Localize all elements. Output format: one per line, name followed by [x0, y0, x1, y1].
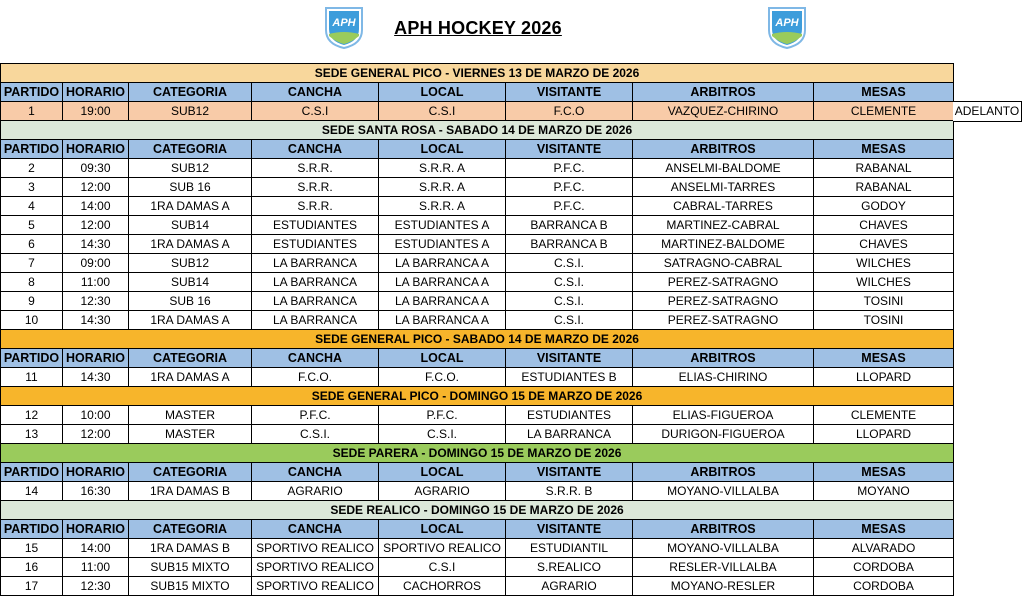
cell-mesas: CHAVES	[814, 235, 954, 254]
cell-arbitros: SATRAGNO-CABRAL	[633, 254, 814, 273]
cell-cancha: F.C.O.	[252, 368, 379, 387]
cell-horario: 16:30	[63, 482, 129, 501]
cell-visitante: LA BARRANCA	[506, 425, 633, 444]
sede-title: SEDE GENERAL PICO - SABADO 14 DE MARZO DE 2026	[1, 330, 954, 349]
column-header-horario: HORARIO	[63, 83, 129, 102]
shield-logo-icon	[765, 4, 809, 50]
cell-arbitros: VAZQUEZ-CHIRINO	[633, 102, 814, 121]
column-header-categoria: CATEGORIA	[129, 349, 252, 368]
table-row	[1, 368, 954, 387]
cell-arbitros: MARTINEZ-CABRAL	[633, 216, 814, 235]
cell-partido: 3	[1, 178, 63, 197]
cell-visitante: BARRANCA B	[506, 235, 633, 254]
cell-cancha: LA BARRANCA	[252, 254, 379, 273]
cell-categoria: MASTER	[129, 425, 252, 444]
cell-visitante: AGRARIO	[506, 577, 633, 596]
cell-horario: 10:00	[63, 406, 129, 425]
cell-local: LA BARRANCA A	[379, 273, 506, 292]
table-row	[1, 235, 954, 254]
cell-categoria: SUB 16	[129, 178, 252, 197]
cell-visitante: P.F.C.	[506, 159, 633, 178]
cell-local: S.R.R. A	[379, 178, 506, 197]
column-header-row	[1, 83, 954, 102]
column-header-horario: HORARIO	[63, 463, 129, 482]
column-header-cancha: CANCHA	[252, 140, 379, 159]
cell-local: SPORTIVO REALICO	[379, 539, 506, 558]
cell-categoria: MASTER	[129, 406, 252, 425]
cell-visitante: BARRANCA B	[506, 216, 633, 235]
table-row	[1, 311, 954, 330]
cell-categoria: 1RA DAMAS A	[129, 311, 252, 330]
column-header-local: LOCAL	[379, 520, 506, 539]
cell-horario: 14:00	[63, 539, 129, 558]
cell-visitante: S.R.R. B	[506, 482, 633, 501]
column-header-cancha: CANCHA	[252, 349, 379, 368]
cell-categoria: SUB12	[129, 254, 252, 273]
cell-cancha: SPORTIVO REALICO	[252, 577, 379, 596]
column-header-row	[1, 349, 954, 368]
cell-cancha: ESTUDIANTES	[252, 216, 379, 235]
cell-visitante: S.REALICO	[506, 558, 633, 577]
column-header-arbitros: ARBITROS	[633, 349, 814, 368]
column-header-categoria: CATEGORIA	[129, 520, 252, 539]
table-row	[1, 292, 954, 311]
cell-local: LA BARRANCA A	[379, 292, 506, 311]
column-header-partido: PARTIDO	[1, 349, 63, 368]
schedule-table	[0, 63, 954, 596]
column-header-local: LOCAL	[379, 463, 506, 482]
column-header-cancha: CANCHA	[252, 83, 379, 102]
cell-partido: 16	[1, 558, 63, 577]
sede-row	[1, 121, 954, 140]
cell-mesas: TOSINI	[814, 311, 954, 330]
svg-text:APH: APH	[332, 17, 356, 29]
cell-partido: 1	[1, 102, 63, 121]
cell-horario: 14:30	[63, 368, 129, 387]
column-header-horario: HORARIO	[63, 520, 129, 539]
page-title: APH HOCKEY 2026	[394, 18, 562, 38]
cell-arbitros: MARTINEZ-BALDOME	[633, 235, 814, 254]
cell-categoria: 1RA DAMAS B	[129, 539, 252, 558]
cell-local: S.R.R. A	[379, 197, 506, 216]
cell-cancha: C.S.I	[252, 102, 379, 121]
cell-horario: 12:00	[63, 178, 129, 197]
sede-title: SEDE SANTA ROSA - SABADO 14 DE MARZO DE 2026	[1, 121, 954, 140]
cell-mesas: CORDOBA	[814, 577, 954, 596]
column-header-arbitros: ARBITROS	[633, 140, 814, 159]
sede-title: SEDE PARERA - DOMINGO 15 DE MARZO DE 2026	[1, 444, 954, 463]
cell-local: F.C.O.	[379, 368, 506, 387]
cell-mesas: ALVARADO	[814, 539, 954, 558]
cell-arbitros: PEREZ-SATRAGNO	[633, 292, 814, 311]
cell-partido: 14	[1, 482, 63, 501]
cell-cancha: LA BARRANCA	[252, 292, 379, 311]
cell-partido: 6	[1, 235, 63, 254]
cell-categoria: 1RA DAMAS A	[129, 197, 252, 216]
cell-horario: 19:00	[63, 102, 129, 121]
cell-partido: 7	[1, 254, 63, 273]
cell-horario: 11:00	[63, 273, 129, 292]
cell-mesas: CLEMENTE	[814, 102, 954, 121]
cell-mesas: TOSINI	[814, 292, 954, 311]
cell-horario: 09:30	[63, 159, 129, 178]
table-row	[1, 406, 954, 425]
sede-row	[1, 64, 954, 83]
cell-horario: 12:00	[63, 216, 129, 235]
table-row	[1, 216, 954, 235]
column-header-row	[1, 140, 954, 159]
cell-mesas: LLOPARD	[814, 425, 954, 444]
cell-arbitros: MOYANO-VILLALBA	[633, 539, 814, 558]
cell-horario: 14:00	[63, 197, 129, 216]
cell-visitante: C.S.I.	[506, 254, 633, 273]
cell-visitante: P.F.C.	[506, 178, 633, 197]
cell-partido: 8	[1, 273, 63, 292]
column-header-horario: HORARIO	[63, 140, 129, 159]
table-row	[1, 102, 954, 121]
column-header-partido: PARTIDO	[1, 140, 63, 159]
cell-horario: 12:00	[63, 425, 129, 444]
sede-title: SEDE GENERAL PICO - VIERNES 13 DE MARZO DE 2026	[1, 64, 954, 83]
sede-row	[1, 330, 954, 349]
cell-categoria: SUB12	[129, 159, 252, 178]
cell-visitante: P.F.C.	[506, 197, 633, 216]
cell-mesas: CHAVES	[814, 216, 954, 235]
cell-horario: 14:30	[63, 311, 129, 330]
cell-mesas: WILCHES	[814, 254, 954, 273]
cell-partido: 4	[1, 197, 63, 216]
sede-row	[1, 387, 954, 406]
cell-cancha: LA BARRANCA	[252, 311, 379, 330]
shield-logo-icon	[322, 4, 366, 50]
sede-title: SEDE GENERAL PICO - DOMINGO 15 DE MARZO DE 2026	[1, 387, 954, 406]
cell-local: C.S.I.	[379, 425, 506, 444]
column-header-categoria: CATEGORIA	[129, 83, 252, 102]
sede-row	[1, 444, 954, 463]
table-row	[1, 273, 954, 292]
column-header-categoria: CATEGORIA	[129, 463, 252, 482]
column-header-local: LOCAL	[379, 140, 506, 159]
cell-local: LA BARRANCA A	[379, 311, 506, 330]
column-header-cancha: CANCHA	[252, 463, 379, 482]
sede-title: SEDE REALICO - DOMINGO 15 DE MARZO DE 2026	[1, 501, 954, 520]
column-header-mesas: MESAS	[814, 463, 954, 482]
cell-horario: 14:30	[63, 235, 129, 254]
cell-cancha: S.R.R.	[252, 178, 379, 197]
sede-row	[1, 501, 954, 520]
cell-mesas: CORDOBA	[814, 558, 954, 577]
cell-arbitros: ELIAS-CHIRINO	[633, 368, 814, 387]
cell-partido: 2	[1, 159, 63, 178]
column-header-categoria: CATEGORIA	[129, 140, 252, 159]
cell-mesas: RABANAL	[814, 159, 954, 178]
cell-cancha: SPORTIVO REALICO	[252, 558, 379, 577]
cell-cancha: ESTUDIANTES	[252, 235, 379, 254]
table-row	[1, 197, 954, 216]
aph-logo-left	[322, 4, 366, 50]
cell-local: AGRARIO	[379, 482, 506, 501]
column-header-row	[1, 520, 954, 539]
cell-categoria: SUB14	[129, 216, 252, 235]
cell-categoria: SUB 16	[129, 292, 252, 311]
column-header-visitante: VISITANTE	[506, 520, 633, 539]
cell-local: C.S.I	[379, 102, 506, 121]
column-header-local: LOCAL	[379, 83, 506, 102]
column-header-mesas: MESAS	[814, 83, 954, 102]
column-header-local: LOCAL	[379, 349, 506, 368]
cell-visitante: C.S.I.	[506, 292, 633, 311]
cell-partido: 17	[1, 577, 63, 596]
cell-local: C.S.I	[379, 558, 506, 577]
cell-visitante: ESTUDIANTES B	[506, 368, 633, 387]
cell-mesas: MOYANO	[814, 482, 954, 501]
aph-logo-right	[765, 4, 809, 50]
table-row	[1, 178, 954, 197]
table-row	[1, 159, 954, 178]
cell-visitante: C.S.I.	[506, 273, 633, 292]
cell-categoria: SUB12	[129, 102, 252, 121]
table-row	[1, 539, 954, 558]
cell-local: S.R.R. A	[379, 159, 506, 178]
table-row	[1, 482, 954, 501]
table-row	[1, 254, 954, 273]
cell-horario: 12:30	[63, 577, 129, 596]
cell-mesas: RABANAL	[814, 178, 954, 197]
column-header-partido: PARTIDO	[1, 463, 63, 482]
column-header-visitante: VISITANTE	[506, 349, 633, 368]
cell-partido: 9	[1, 292, 63, 311]
cell-cancha: AGRARIO	[252, 482, 379, 501]
cell-partido: 15	[1, 539, 63, 558]
column-header-horario: HORARIO	[63, 349, 129, 368]
cell-partido: 11	[1, 368, 63, 387]
cell-partido: 12	[1, 406, 63, 425]
cell-horario: 12:30	[63, 292, 129, 311]
column-header-row	[1, 463, 954, 482]
cell-arbitros: MOYANO-VILLALBA	[633, 482, 814, 501]
cell-categoria: SUB14	[129, 273, 252, 292]
cell-arbitros: ANSELMI-TARRES	[633, 178, 814, 197]
column-header-visitante: VISITANTE	[506, 463, 633, 482]
cell-cancha: S.R.R.	[252, 159, 379, 178]
cell-mesas: LLOPARD	[814, 368, 954, 387]
cell-arbitros: PEREZ-SATRAGNO	[633, 273, 814, 292]
table-row	[1, 558, 954, 577]
cell-categoria: 1RA DAMAS A	[129, 235, 252, 254]
column-header-mesas: MESAS	[814, 349, 954, 368]
column-header-mesas: MESAS	[814, 140, 954, 159]
column-header-mesas: MESAS	[814, 520, 954, 539]
cell-cancha: SPORTIVO REALICO	[252, 539, 379, 558]
cell-arbitros: CABRAL-TARRES	[633, 197, 814, 216]
cell-local: ESTUDIANTES A	[379, 216, 506, 235]
column-header-partido: PARTIDO	[1, 520, 63, 539]
cell-visitante: C.S.I.	[506, 311, 633, 330]
cell-horario: 09:00	[63, 254, 129, 273]
cell-categoria: 1RA DAMAS B	[129, 482, 252, 501]
table-row	[1, 425, 954, 444]
cell-cancha: C.S.I.	[252, 425, 379, 444]
cell-arbitros: DURIGON-FIGUEROA	[633, 425, 814, 444]
table-row	[1, 577, 954, 596]
cell-partido: 13	[1, 425, 63, 444]
cell-horario: 11:00	[63, 558, 129, 577]
column-header-partido: PARTIDO	[1, 83, 63, 102]
cell-categoria: SUB15 MIXTO	[129, 558, 252, 577]
cell-visitante: ESTUDIANTES	[506, 406, 633, 425]
cell-partido: 10	[1, 311, 63, 330]
column-header-visitante: VISITANTE	[506, 83, 633, 102]
cell-partido: 5	[1, 216, 63, 235]
cell-local: P.F.C.	[379, 406, 506, 425]
cell-arbitros: MOYANO-RESLER	[633, 577, 814, 596]
column-header-arbitros: ARBITROS	[633, 520, 814, 539]
cell-mesas: WILCHES	[814, 273, 954, 292]
cell-arbitros: ELIAS-FIGUEROA	[633, 406, 814, 425]
column-header-arbitros: ARBITROS	[633, 83, 814, 102]
cell-local: LA BARRANCA A	[379, 254, 506, 273]
adelanto-note: ADELANTO	[953, 101, 1022, 122]
cell-arbitros: RESLER-VILLALBA	[633, 558, 814, 577]
cell-local: CACHORROS	[379, 577, 506, 596]
cell-mesas: CLEMENTE	[814, 406, 954, 425]
cell-categoria: 1RA DAMAS A	[129, 368, 252, 387]
cell-arbitros: ANSELMI-BALDOME	[633, 159, 814, 178]
cell-arbitros: PEREZ-SATRAGNO	[633, 311, 814, 330]
cell-mesas: GODOY	[814, 197, 954, 216]
svg-text:APH: APH	[775, 17, 799, 29]
cell-cancha: LA BARRANCA	[252, 273, 379, 292]
column-header-visitante: VISITANTE	[506, 140, 633, 159]
cell-cancha: P.F.C.	[252, 406, 379, 425]
column-header-cancha: CANCHA	[252, 520, 379, 539]
cell-cancha: S.R.R.	[252, 197, 379, 216]
cell-visitante: F.C.O	[506, 102, 633, 121]
cell-visitante: ESTUDIANTIL	[506, 539, 633, 558]
cell-local: ESTUDIANTES A	[379, 235, 506, 254]
column-header-arbitros: ARBITROS	[633, 463, 814, 482]
cell-categoria: SUB15 MIXTO	[129, 577, 252, 596]
